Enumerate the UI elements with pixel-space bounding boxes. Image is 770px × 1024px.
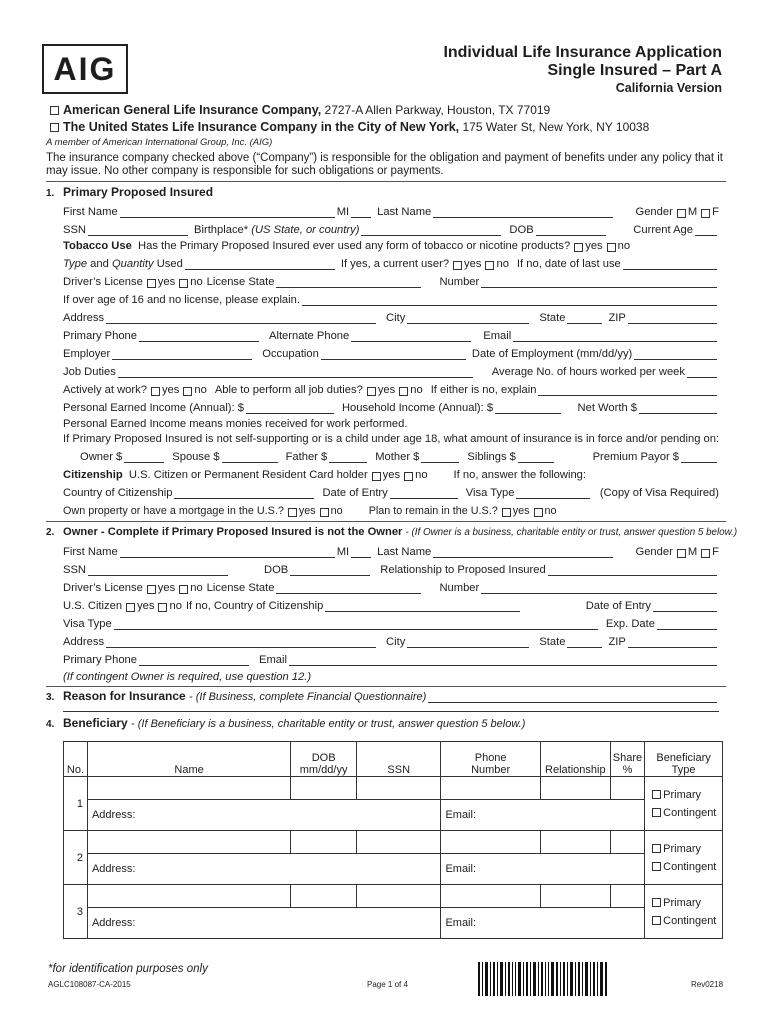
s1-duties-row: Job Duties Average No. of hours worked per week bbox=[63, 364, 719, 378]
current-age-field[interactable] bbox=[695, 225, 717, 236]
hours-field[interactable] bbox=[687, 367, 717, 378]
country-citizenship-field[interactable] bbox=[174, 488, 314, 499]
table-row bbox=[64, 854, 723, 885]
contingent-checkbox[interactable] bbox=[652, 808, 661, 817]
aig-member-note: A member of American International Group, Inc. (AIG) bbox=[46, 137, 273, 148]
owner-country-field[interactable] bbox=[325, 601, 520, 612]
email-field[interactable] bbox=[513, 331, 717, 342]
col-ssn: SSN bbox=[357, 742, 441, 777]
owner-phone-field[interactable] bbox=[139, 655, 249, 666]
company-usl-checkbox[interactable] bbox=[50, 123, 59, 132]
employer-field[interactable] bbox=[112, 349, 252, 360]
explain-field[interactable] bbox=[538, 385, 717, 396]
col-beneficiary-type: Beneficiary Type bbox=[645, 742, 723, 777]
able-yes-checkbox[interactable] bbox=[367, 387, 376, 396]
license-yes-checkbox[interactable] bbox=[147, 279, 156, 288]
tobacco-no-checkbox[interactable] bbox=[607, 243, 616, 252]
address-cell[interactable]: Address: bbox=[87, 854, 440, 885]
tobacco-type-field[interactable] bbox=[185, 259, 335, 270]
company-name: The United States Life Insurance Company in the City of New York, bbox=[63, 120, 460, 134]
city-field[interactable] bbox=[407, 313, 529, 324]
owner-gender-m-checkbox[interactable] bbox=[677, 549, 686, 558]
owner-amount-field[interactable] bbox=[124, 452, 164, 463]
s1-name-row: First Name MI Last Name Gender M F bbox=[63, 206, 719, 218]
name-cell[interactable] bbox=[87, 831, 290, 854]
share-cell[interactable] bbox=[610, 831, 644, 854]
table-row bbox=[64, 908, 723, 939]
tobacco-yes-checkbox[interactable] bbox=[574, 243, 583, 252]
type-cell: Primary Contingent bbox=[645, 831, 723, 885]
form-subtitle: Single Insured – Part A bbox=[547, 62, 722, 79]
divider bbox=[46, 181, 726, 182]
email-cell[interactable]: Email: bbox=[441, 854, 645, 885]
section-4-heading: 4. Beneficiary - (If Beneficiary is a business, charitable entity or trust, answer question 5 below.) bbox=[46, 716, 526, 730]
personal-income-field[interactable] bbox=[246, 403, 334, 414]
form-title: Individual Life Insurance Application bbox=[443, 44, 722, 61]
table-header-row bbox=[64, 742, 723, 777]
gender-m-checkbox[interactable] bbox=[677, 209, 686, 218]
s2-visa-row: Visa Type Exp. Date bbox=[63, 616, 719, 630]
employment-date-field[interactable] bbox=[634, 349, 717, 360]
owner-license-number-field[interactable] bbox=[481, 583, 717, 594]
owner-email-field[interactable] bbox=[289, 655, 717, 666]
s1-license-row: Driver’s License yes no License State Number bbox=[63, 274, 719, 288]
aig-logo: AIG bbox=[42, 44, 128, 94]
current-user-yes-checkbox[interactable] bbox=[453, 261, 462, 270]
owner-city-field[interactable] bbox=[407, 637, 529, 648]
remain-no-checkbox[interactable] bbox=[534, 508, 543, 517]
license-state-field[interactable] bbox=[276, 277, 421, 288]
reason-field[interactable] bbox=[428, 692, 717, 703]
current-user-no-checkbox[interactable] bbox=[485, 261, 494, 270]
active-yes-checkbox[interactable] bbox=[151, 387, 160, 396]
intro-text: The insurance company checked above (“Company”) is responsible for the obligation and payment of benefits under any policy that it may issue. No other company is responsible for such obligations or payments. bbox=[46, 152, 723, 177]
relationship-cell[interactable] bbox=[540, 831, 610, 854]
name-cell[interactable] bbox=[87, 885, 290, 908]
primary-checkbox[interactable] bbox=[652, 844, 661, 853]
section-2-heading: 2. Owner - Complete if Primary Proposed Insured is not the Owner - (If Owner is a business, charitable entity or trust, answer question 5 below.) bbox=[46, 526, 738, 538]
relationship-cell[interactable] bbox=[540, 777, 610, 800]
form-code: AGLC108087-CA-2015 bbox=[48, 980, 131, 989]
owner-dob-field[interactable] bbox=[290, 565, 370, 576]
s2-address-row: Address City State ZIP bbox=[63, 634, 719, 648]
owner-first-name-field[interactable] bbox=[120, 547, 335, 558]
no-license-explain-field[interactable] bbox=[302, 295, 717, 306]
owner-license-state-field[interactable] bbox=[276, 583, 421, 594]
s1-not-self-note: If Primary Proposed Insured is not self-supporting or is a child under age 18, what amount of insurance is in force and/or pending on: bbox=[63, 433, 720, 445]
owner-mi-field[interactable] bbox=[351, 547, 371, 558]
last-name-field[interactable] bbox=[433, 207, 613, 218]
mi-field[interactable] bbox=[351, 207, 371, 218]
s1-over16-row: If over age of 16 and no license, please explain. bbox=[63, 292, 719, 306]
visa-type-field[interactable] bbox=[516, 488, 590, 499]
s1-ssn-row: SSN Birthplace* (US State, or country) DOB Current Age bbox=[63, 222, 719, 236]
dob-cell[interactable] bbox=[291, 885, 357, 908]
page-number: Page 1 of 4 bbox=[367, 980, 408, 989]
dob-field[interactable] bbox=[536, 225, 606, 236]
table-row bbox=[64, 777, 723, 800]
share-cell[interactable] bbox=[610, 777, 644, 800]
ssn-cell[interactable] bbox=[357, 885, 441, 908]
phone-cell[interactable] bbox=[441, 831, 540, 854]
col-name: Name bbox=[87, 742, 290, 777]
divider bbox=[46, 686, 726, 687]
father-amount-field[interactable] bbox=[329, 452, 367, 463]
dob-cell[interactable] bbox=[291, 777, 357, 800]
payor-amount-field[interactable] bbox=[681, 452, 717, 463]
able-no-checkbox[interactable] bbox=[399, 387, 408, 396]
first-name-field[interactable] bbox=[120, 207, 335, 218]
job-duties-field[interactable] bbox=[118, 367, 473, 378]
owner-citizen-yes-checkbox[interactable] bbox=[126, 603, 135, 612]
occupation-field[interactable] bbox=[321, 349, 466, 360]
active-no-checkbox[interactable] bbox=[183, 387, 192, 396]
last-use-date-field[interactable] bbox=[623, 259, 717, 270]
s1-country-row: Country of Citizenship Date of Entry Visa Type (Copy of Visa Required) bbox=[63, 487, 719, 499]
col-share: Share % bbox=[610, 742, 644, 777]
owner-date-entry-field[interactable] bbox=[653, 601, 717, 612]
s1-active-row: Actively at work? yes no Able to perform all job duties? yes no If either is no, explain bbox=[63, 382, 719, 396]
row-number: 3 bbox=[64, 885, 88, 939]
s1-income-row: Personal Earned Income (Annual): $ Household Income (Annual): $ Net Worth $ bbox=[63, 400, 719, 414]
s1-address-row: Address City State ZIP bbox=[63, 310, 719, 324]
s1-tobacco-row: Tobacco Use Has the Primary Proposed Insured ever used any form of tobacco or nicotine products? yes no bbox=[63, 240, 631, 252]
ssn-cell[interactable] bbox=[357, 777, 441, 800]
email-cell[interactable]: Email: bbox=[441, 908, 645, 939]
date-entry-field[interactable] bbox=[390, 488, 458, 499]
reason-line-2[interactable] bbox=[63, 711, 719, 712]
type-cell: Primary Contingent bbox=[645, 885, 723, 939]
zip-field[interactable] bbox=[628, 313, 717, 324]
name-cell[interactable] bbox=[87, 777, 290, 800]
s1-income-note: Personal Earned Income means monies received for work performed. bbox=[63, 418, 408, 430]
company-address: 175 Water St, New York, NY 10038 bbox=[462, 120, 650, 134]
col-phone: Phone Number bbox=[441, 742, 540, 777]
owner-ssn-field[interactable] bbox=[88, 565, 228, 576]
row-number: 1 bbox=[64, 777, 88, 831]
household-income-field[interactable] bbox=[495, 403, 561, 414]
table-row bbox=[64, 885, 723, 908]
relationship-cell[interactable] bbox=[540, 885, 610, 908]
s1-type-row: Type and Quantity Used If yes, a current user? yes no If no, date of last use bbox=[63, 256, 719, 270]
identification-footnote: *for identification purposes only bbox=[48, 963, 208, 975]
company-option-agl[interactable] bbox=[46, 103, 550, 117]
address-field[interactable] bbox=[106, 313, 376, 324]
type-cell: Primary Contingent bbox=[645, 777, 723, 831]
s1-citizenship-row: Citizenship U.S. Citizen or Permanent Resident Card holder yes no If no, answer the following: bbox=[63, 469, 587, 481]
beneficiary-table bbox=[63, 741, 723, 939]
s2-citizen-row: U.S. Citizen yes no If no, Country of Citizenship Date of Entry bbox=[63, 598, 719, 612]
phone-cell[interactable] bbox=[441, 777, 540, 800]
citizen-no-checkbox[interactable] bbox=[404, 472, 413, 481]
siblings-amount-field[interactable] bbox=[518, 452, 554, 463]
property-yes-checkbox[interactable] bbox=[288, 508, 297, 517]
section-1-heading: 1. Primary Proposed Insured bbox=[46, 185, 214, 199]
revision-code: Rev0218 bbox=[691, 980, 724, 989]
col-no: No. bbox=[64, 742, 88, 777]
form-version: California Version bbox=[615, 81, 722, 95]
primary-checkbox[interactable] bbox=[652, 790, 661, 799]
ssn-field[interactable] bbox=[88, 225, 188, 236]
owner-gender-f-checkbox[interactable] bbox=[701, 549, 710, 558]
col-relationship: Relationship bbox=[540, 742, 610, 777]
email-cell[interactable]: Email: bbox=[441, 800, 645, 831]
owner-relationship-field[interactable] bbox=[548, 565, 717, 576]
s2-ssn-row: SSN DOB Relationship to Proposed Insured bbox=[63, 562, 719, 576]
owner-state-field[interactable] bbox=[567, 637, 602, 648]
col-dob: DOB mm/dd/yy bbox=[291, 742, 357, 777]
primary-phone-field[interactable] bbox=[139, 331, 259, 342]
divider bbox=[46, 521, 726, 522]
phone-cell[interactable] bbox=[441, 885, 540, 908]
table-row bbox=[64, 800, 723, 831]
license-no-checkbox[interactable] bbox=[179, 279, 188, 288]
s1-property-row: Own property or have a mortgage in the U.S.? yes no Plan to remain in the U.S.? yes no bbox=[63, 505, 557, 517]
share-cell[interactable] bbox=[610, 885, 644, 908]
company-agl-checkbox[interactable] bbox=[50, 106, 59, 115]
row-number: 2 bbox=[64, 831, 88, 885]
address-cell[interactable]: Address: bbox=[87, 800, 440, 831]
table-row bbox=[64, 831, 723, 854]
s2-name-row: First Name MI Last Name Gender M F bbox=[63, 546, 719, 558]
alternate-phone-field[interactable] bbox=[351, 331, 471, 342]
address-cell[interactable]: Address: bbox=[87, 908, 440, 939]
gender-f-checkbox[interactable] bbox=[701, 209, 710, 218]
owner-exp-date-field[interactable] bbox=[657, 619, 717, 630]
company-option-usl[interactable] bbox=[46, 120, 649, 134]
owner-address-field[interactable] bbox=[106, 637, 376, 648]
spouse-amount-field[interactable] bbox=[222, 452, 278, 463]
owner-zip-field[interactable] bbox=[628, 637, 717, 648]
contingent-checkbox[interactable] bbox=[652, 862, 661, 871]
license-number-field[interactable] bbox=[481, 277, 717, 288]
company-name: American General Life Insurance Company, bbox=[63, 103, 322, 117]
birthplace-field[interactable] bbox=[361, 225, 501, 236]
ssn-cell[interactable] bbox=[357, 831, 441, 854]
property-no-checkbox[interactable] bbox=[320, 508, 329, 517]
primary-checkbox[interactable] bbox=[652, 898, 661, 907]
mother-amount-field[interactable] bbox=[421, 452, 459, 463]
owner-last-name-field[interactable] bbox=[433, 547, 613, 558]
owner-license-yes-checkbox[interactable] bbox=[147, 585, 156, 594]
net-worth-field[interactable] bbox=[639, 403, 717, 414]
section-3-row: 3. Reason for Insurance - (If Business, complete Financial Questionnaire) bbox=[46, 689, 719, 703]
owner-visa-type-field[interactable] bbox=[114, 619, 598, 630]
s2-phone-row: Primary Phone Email bbox=[63, 652, 719, 666]
barcode-icon bbox=[478, 962, 608, 996]
remain-yes-checkbox[interactable] bbox=[502, 508, 511, 517]
s2-license-row: Driver’s License yes no License State Number bbox=[63, 580, 719, 594]
citizen-yes-checkbox[interactable] bbox=[372, 472, 381, 481]
state-field[interactable] bbox=[567, 313, 602, 324]
s1-employer-row: Employer Occupation Date of Employment (mm/dd/yy) bbox=[63, 346, 719, 360]
contingent-checkbox[interactable] bbox=[652, 916, 661, 925]
company-address: 2727-A Allen Parkway, Houston, TX 77019 bbox=[324, 103, 551, 117]
owner-citizen-no-checkbox[interactable] bbox=[158, 603, 167, 612]
s1-phone-row: Primary Phone Alternate Phone Email bbox=[63, 328, 719, 342]
s1-inforce-row: Owner $ Spouse $ Father $ Mother $ Siblings $ Premium Payor $ bbox=[80, 449, 719, 463]
owner-license-no-checkbox[interactable] bbox=[179, 585, 188, 594]
dob-cell[interactable] bbox=[291, 831, 357, 854]
s2-contingent-note: (If contingent Owner is required, use question 12.) bbox=[63, 671, 312, 683]
